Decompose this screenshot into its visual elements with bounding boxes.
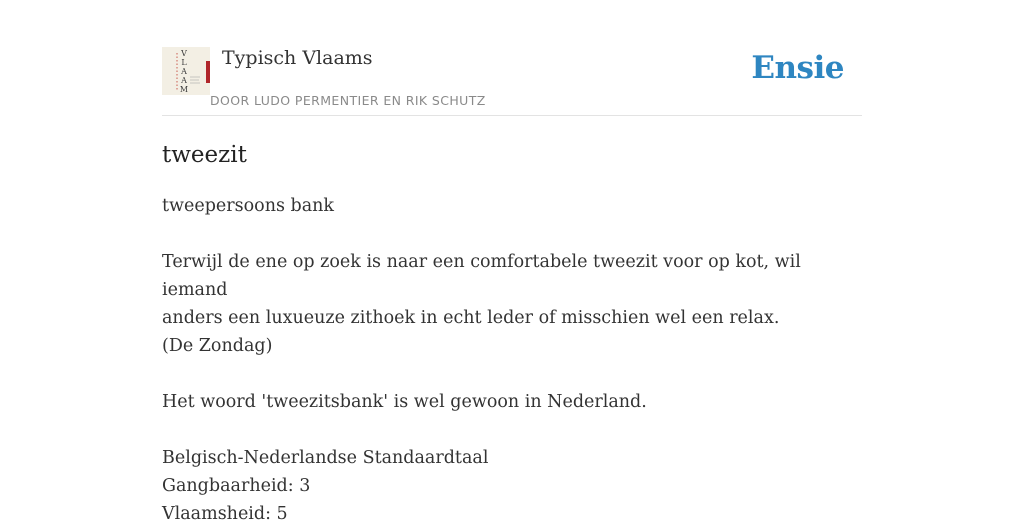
svg-text:L: L	[181, 58, 187, 67]
example-line-1: Terwijl de ene op zoek is naar een comfortabele tweezit voor op kot, wil iemand	[162, 252, 801, 300]
paragraph-spacer	[162, 416, 862, 444]
svg-text:A: A	[181, 76, 187, 85]
entry-vlaamsheid: Vlaamsheid: 5	[162, 504, 288, 524]
example-source: (De Zondag)	[162, 336, 273, 356]
entry-note: Het woord 'tweezitsbank' is wel gewoon in Nederland.	[162, 392, 647, 412]
entry-title: tweezit	[162, 142, 247, 168]
book-cover-logo[interactable]	[162, 47, 210, 95]
paragraph-spacer	[162, 220, 862, 248]
entry-gangbaarheid: Gangbaarheid: 3	[162, 476, 311, 496]
paragraph-spacer	[162, 360, 862, 388]
example-line-2: anders een luxueuze zithoek in echt leder of misschien wel een relax.	[162, 308, 780, 328]
svg-text:M: M	[179, 85, 189, 94]
ensie-logo[interactable]: Ensie	[751, 50, 844, 86]
typisch-vlaams-book-cover-icon	[162, 47, 210, 95]
entry-register: Belgisch-Nederlandse Standaardtaal	[162, 448, 489, 468]
entry-definition: tweepersoons bank	[162, 196, 335, 216]
svg-text:V: V	[181, 49, 187, 58]
entry-body	[162, 192, 862, 528]
book-title[interactable]: Typisch Vlaams	[222, 47, 373, 69]
site-header	[162, 40, 862, 116]
svg-text:A: A	[181, 67, 187, 76]
entry-content	[162, 138, 862, 528]
book-authors: DOOR LUDO PERMENTIER EN RIK SCHUTZ	[210, 93, 486, 108]
